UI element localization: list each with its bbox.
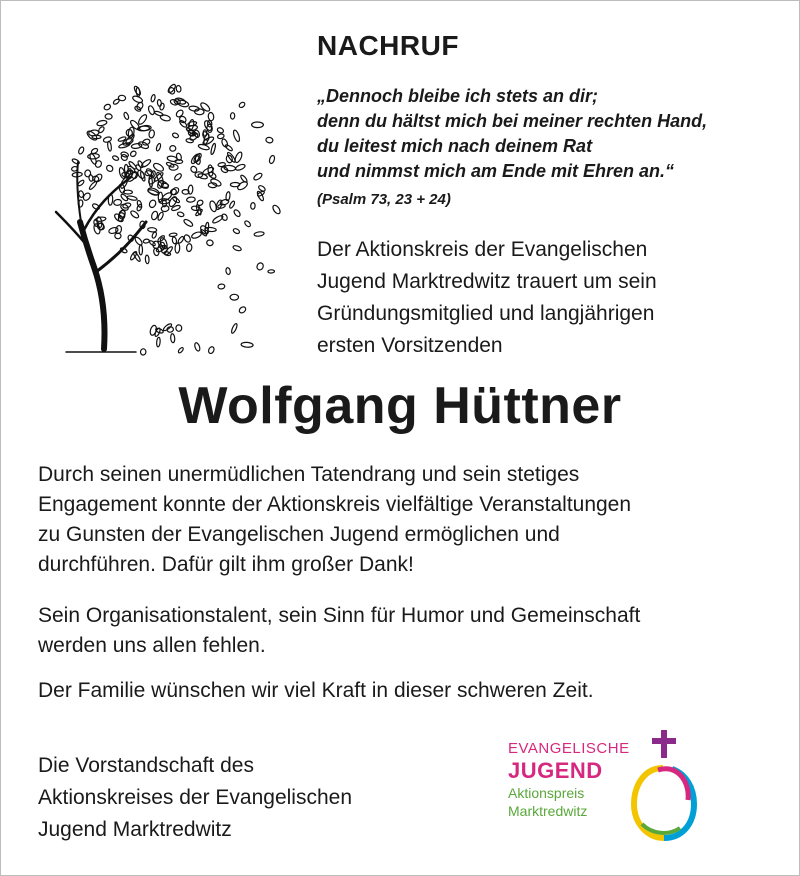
logo-text [508,740,630,820]
leaf-icon [156,143,162,151]
intro-text [317,234,657,362]
wind-blown-tree-icon [36,62,286,362]
tribute-paragraph [38,601,640,661]
leaf-icon [238,101,246,108]
leaf-icon [98,126,105,134]
leaf-icon [244,220,252,228]
leaf-icon [199,101,211,112]
leaf-icon [232,129,240,142]
leaf-icon [107,141,112,151]
leaf-icon [150,94,155,102]
leaf-icon [148,199,157,208]
signature-line: Aktionskreises der Evangelischen [38,786,352,809]
signature-block [38,750,352,846]
quote-line: und nimmst mich am Ende mit Ehren an.“ [317,161,675,181]
psalm-quote [317,84,707,184]
leaf-icon [161,191,173,202]
leaf-icon [250,202,255,209]
leaf-icon [141,158,152,168]
leaf-icon [148,129,155,138]
leaf-icon [171,204,181,211]
quote-line: denn du hältst mich bei meiner rechten Hand, [317,111,708,131]
condolence-paragraph [38,676,594,706]
leaf-icon [265,137,273,144]
intro-line: ersten Vorsitzenden [317,334,503,357]
leaf-icon [230,294,238,300]
leaf-icon [176,325,182,332]
leaf-icon [221,138,229,148]
cross-circle-logo-icon [628,728,698,844]
leaf-icon [193,152,203,163]
leaf-icon [175,243,180,253]
intro-line: Gründungsmitglied und langjährigen [317,302,655,325]
leaf-icon [157,99,162,106]
leaf-icon [84,170,90,177]
leaf-icon [105,164,114,173]
leaf-icon [216,127,224,134]
logo-line-evangelische: EVANGELISCHE [508,740,630,757]
leaf-icon [254,231,264,237]
intro-line: Jugend Marktredwitz trauert um sein [317,270,657,293]
tribute-line: werden uns allen fehlen. [38,634,266,657]
leaf-icon [140,349,146,356]
leaf-icon [194,342,201,352]
leaf-icon [147,105,155,115]
leaf-icon [191,231,202,240]
tribute-line: zu Gunsten der Evangelischen Jugend ermöglichen und [38,523,560,546]
leaf-icon [256,262,265,271]
logo-line-jugend: JUGEND [508,758,603,783]
intro-line: Der Aktionskreis der Evangelischen [317,238,648,261]
leaf-icon [206,239,213,246]
leaf-icon [218,284,225,290]
leaf-icon [235,163,246,171]
signature-line: Jugend Marktredwitz [38,818,232,841]
leaf-icon [160,114,171,122]
leaf-icon [231,323,239,334]
leaf-icon [161,205,169,212]
logo-line-aktionspreis: Aktionspreis [508,785,585,801]
quote-line: „Dennoch bleibe ich stets an dir; [317,86,599,106]
leaf-icon [170,334,175,343]
leaf-icon [233,209,241,218]
leaf-icon [177,236,184,244]
leaf-icon [169,233,177,237]
leaf-icon [133,251,142,262]
leaf-icon [71,166,78,172]
leaf-icon [139,245,142,255]
leaf-icon [159,103,165,111]
leaf-icon [103,103,111,111]
leaf-icon [123,112,129,120]
leaf-icon [172,132,179,138]
tribute-paragraph [38,460,631,580]
leaf-icon [96,120,107,127]
leaf-icon [271,204,281,215]
leaf-icon [177,211,185,217]
leaf-icon [238,306,247,314]
leaf-icon [176,85,182,92]
leaf-icon [78,200,83,208]
page-title: NACHRUF [317,30,459,61]
tribute-line: Engagement konnte der Aktionskreis vielfältige Veranstaltungen [38,493,632,516]
leaf-icon [186,243,192,251]
logo-line-marktredwitz: Marktredwitz [508,803,588,819]
leaf-icon [114,233,121,239]
leaf-icon [252,122,264,128]
leaf-icon [208,346,216,354]
leaf-icon [151,231,157,238]
leaf-icon [225,267,230,274]
leaf-icon [77,179,85,186]
leaf-icon [183,218,194,227]
leaf-icon [112,155,119,161]
leaf-icon [92,203,101,211]
signature-line: Die Vorstandschaft des [38,754,254,777]
leaf-icon [174,172,183,181]
leaf-icon [229,200,236,208]
leaf-icon [127,195,138,201]
tribute-line: durchführen. Dafür gilt ihm großer Dank! [38,553,414,576]
leaf-icon [177,347,184,354]
leaf-icon [196,199,204,206]
leaf-icon [143,239,150,244]
leaf-icon [170,146,176,152]
leaf-icon [225,144,234,152]
leaf-icon [78,146,85,155]
leaf-icon [230,113,234,120]
tribute-line: Sein Organisationstalent, sein Sinn für Humor und Gemeinschaft [38,604,641,627]
leaf-icon [154,110,164,116]
leaf-icon [241,342,253,348]
leaf-icon [118,95,126,101]
leaf-icon [253,172,263,181]
leaf-icon [208,112,214,121]
leaf-icon [233,228,241,235]
leaf-icon [105,114,112,120]
leaf-icon [232,245,242,252]
leaf-icon [134,236,143,246]
leaf-icon [113,199,122,206]
leaf-icon [156,337,160,347]
leaf-icon [240,174,248,183]
tribute-line: Durch seinen unermüdlichen Tatendrang und sein stetiges [38,463,580,486]
quote-source: (Psalm 73, 23 + 24) [317,191,451,208]
leaf-icon [137,113,148,125]
leaf-icon [198,143,210,150]
deceased-name: Wolfgang Hüttner [178,377,622,435]
leaf-icon [72,158,81,165]
leaf-icon [268,270,275,274]
leaf-icon [269,155,276,164]
leaf-icon [221,213,229,221]
leaf-icon [191,206,199,211]
leaf-icon [117,209,126,222]
leaf-icon [145,255,149,264]
leaf-icon [129,150,137,158]
quote-line: du leitest mich nach deinem Rat [317,136,593,156]
leaf-icon [118,136,127,142]
leaf-icon [183,234,192,243]
leaf-icon [210,143,216,155]
condolence-line: Der Familie wünschen wir viel Kraft in dieser schweren Zeit. [38,679,594,702]
leaf-icon [186,197,195,203]
